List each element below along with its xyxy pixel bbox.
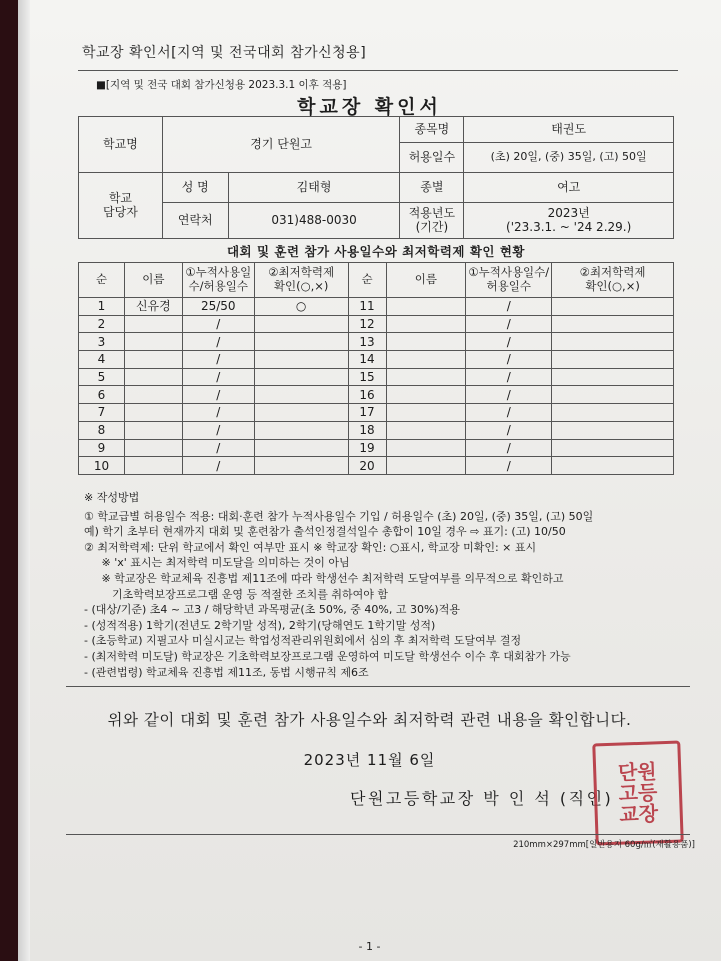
col-no-right: 순 — [348, 263, 386, 298]
year-label-line2: (기간) — [415, 219, 449, 234]
row-no: 10 — [79, 457, 125, 475]
applicable-note: ■[지역 및 전국 대회 참가신청용 2023.3.1 이후 적용] — [96, 79, 347, 91]
row-days-right: / — [466, 315, 552, 333]
row-no: 7 — [79, 404, 125, 422]
col-days-right — [466, 263, 552, 298]
row-days: / — [182, 351, 254, 369]
days-label: 허용일수 — [400, 143, 464, 173]
document-heading: 학교장 확인서[지역 및 전국대회 참가신청용] — [82, 45, 367, 61]
year-label — [400, 203, 464, 239]
page-number: - 1 - — [358, 940, 381, 953]
manager-label-line2: 담당자 — [103, 204, 138, 219]
status-table — [78, 262, 674, 475]
row-days-right: / — [466, 386, 552, 404]
row-check: ○ — [254, 298, 348, 316]
row-name-right — [386, 386, 466, 404]
row-name-right — [386, 404, 466, 422]
days-value: (초) 20일, (중) 35일, (고) 50일 — [464, 143, 674, 173]
row-check-right — [552, 351, 674, 369]
row-no-right: 16 — [348, 386, 386, 404]
contact-value: 031)488-0030 — [228, 203, 400, 239]
row-days-right: / — [466, 351, 552, 369]
row-no-right: 19 — [348, 439, 386, 457]
row-name — [124, 333, 182, 351]
row-name — [124, 457, 182, 475]
row-name: 신유경 — [124, 298, 182, 316]
row-check — [254, 421, 348, 439]
row-name — [124, 368, 182, 386]
gender-label: 종별 — [400, 173, 464, 203]
row-check — [254, 333, 348, 351]
row-days: / — [182, 333, 254, 351]
paper-spec: 210mm×297mm[일반용지 60g/㎡(재활용품)] — [513, 840, 695, 850]
table-row — [79, 439, 674, 457]
row-name-right — [386, 421, 466, 439]
divider — [78, 70, 678, 71]
seal-glyph: 고등 — [618, 779, 658, 806]
row-no: 9 — [79, 439, 125, 457]
row-name-right — [386, 351, 466, 369]
instruction-line: - (성적적용) 1학기(전년도 2학기말 성적), 2학기(당해연도 1학기말 성적) — [84, 618, 436, 632]
row-check-right — [552, 386, 674, 404]
confirmation-statement: 위와 같이 대회 및 훈련 참가 사용일수와 최저학력 관련 내용을 확인합니다. — [107, 711, 632, 729]
row-name-right — [386, 333, 466, 351]
row-name — [124, 439, 182, 457]
row-name-right — [386, 298, 466, 316]
instruction-line: ② 최저학력제: 단위 학교에서 확인 여부만 표시 ※ 학교장 확인: ○표시, 학교장 미확인: × 표시 — [84, 540, 537, 554]
table-row — [79, 351, 674, 369]
row-check — [254, 404, 348, 422]
row-days: / — [182, 404, 254, 422]
row-name-right — [386, 368, 466, 386]
instruction-line: 예) 학기 초부터 현재까지 대회 및 훈련참가 출석인정결석일수 총합이 10일 경우 ⇨ 표기: (고) 10/50 — [84, 525, 566, 539]
official-seal-stamp — [592, 740, 684, 845]
col-name: 이름 — [124, 263, 182, 298]
issue-date: 2023년 11월 6일 — [303, 751, 436, 769]
row-no: 1 — [79, 298, 125, 316]
sport-label: 종목명 — [400, 117, 464, 143]
row-check — [254, 439, 348, 457]
col-days — [182, 263, 254, 298]
name-label: 성 명 — [162, 173, 228, 203]
col-no: 순 — [79, 263, 125, 298]
document-title: 학교장 확인서 — [297, 96, 442, 118]
table-row — [79, 315, 674, 333]
row-no-right: 13 — [348, 333, 386, 351]
seal-glyph: 단원 — [617, 758, 657, 785]
row-days-right: / — [466, 439, 552, 457]
row-check-right — [552, 439, 674, 457]
row-check — [254, 386, 348, 404]
instruction-line: - (관련법령) 학교체육 진흥법 제11조, 동법 시행규칙 제6조 — [84, 665, 369, 679]
row-check — [254, 368, 348, 386]
school-info-table — [78, 116, 674, 239]
contact-label: 연락처 — [162, 203, 228, 239]
row-days-right: / — [466, 421, 552, 439]
table-row — [79, 298, 674, 316]
year-value — [464, 203, 674, 239]
status-section-title: 대회 및 훈련 참가 사용일수와 최저학력제 확인 현황 — [226, 244, 526, 259]
manager-label — [79, 173, 163, 239]
row-name — [124, 386, 182, 404]
sport-value: 태권도 — [464, 117, 674, 143]
row-no-right: 12 — [348, 315, 386, 333]
row-days-right: / — [466, 333, 552, 351]
row-days: / — [182, 386, 254, 404]
row-days: / — [182, 421, 254, 439]
row-check-right — [552, 404, 674, 422]
gender-value: 여고 — [464, 173, 674, 203]
col-check — [254, 263, 348, 298]
row-check-right — [552, 421, 674, 439]
instruction-line: 기초학력보장프로그램 운영 등 적절한 조치를 취하여야 함 — [84, 587, 388, 601]
row-no: 6 — [79, 386, 125, 404]
row-name — [124, 404, 182, 422]
document-page — [18, 0, 721, 961]
row-no: 5 — [79, 368, 125, 386]
row-check — [254, 457, 348, 475]
seal-glyph: 교장 — [618, 800, 659, 827]
instruction-line: - (최저학력 미도달) 학교장은 기초학력보장프로그램 운영하여 미도달 학생선수 이수 후 대회참가 가능 — [84, 649, 571, 663]
row-days: 25/50 — [182, 298, 254, 316]
row-days: / — [182, 368, 254, 386]
row-no: 3 — [79, 333, 125, 351]
col-days-line1: ①누적사용일 — [185, 265, 252, 280]
col-check-right-line1: ②최저학력제 — [579, 265, 646, 280]
row-check-right — [552, 333, 674, 351]
row-no-right: 15 — [348, 368, 386, 386]
row-name-right — [386, 457, 466, 475]
instruction-line: - (초등학교) 지필고사 미실시교는 학업성적관리위원회에서 심의 후 최저학력 도달여부 결정 — [84, 634, 522, 648]
instruction-line: - (대상/기준) 초4 ~ 고3 / 해당학년 과목평균(초 50%, 중 40%, 고 30%)적용 — [84, 603, 460, 617]
row-name-right — [386, 439, 466, 457]
row-check-right — [552, 457, 674, 475]
row-check — [254, 351, 348, 369]
row-no-right: 20 — [348, 457, 386, 475]
row-check-right — [552, 298, 674, 316]
row-days-right: / — [466, 368, 552, 386]
year-value-line2: ('23.3.1. ~ '24 2.29.) — [506, 219, 632, 234]
school-label: 학교명 — [79, 117, 163, 173]
row-no-right: 17 — [348, 404, 386, 422]
row-check-right — [552, 315, 674, 333]
page-fold-shadow — [18, 0, 30, 961]
col-check-right-line2: 확인(○,×) — [585, 279, 640, 293]
table-row — [79, 386, 674, 404]
table-row — [79, 404, 674, 422]
row-days-right: / — [466, 457, 552, 475]
principal-signature: 단원고등학교장 박 인 석 (직인) — [350, 789, 614, 808]
manager-label-line1: 학교 — [108, 190, 132, 205]
divider — [66, 834, 690, 835]
year-value-line1: 2023년 — [547, 205, 590, 220]
row-check — [254, 315, 348, 333]
instructions-block — [84, 490, 704, 680]
row-days-right: / — [466, 404, 552, 422]
row-name — [124, 351, 182, 369]
name-value: 김태형 — [228, 173, 400, 203]
col-name-right: 이름 — [386, 263, 466, 298]
row-no: 4 — [79, 351, 125, 369]
row-no: 2 — [79, 315, 125, 333]
row-check-right — [552, 368, 674, 386]
year-label-line1: 적용년도 — [408, 205, 456, 220]
row-name-right — [386, 315, 466, 333]
table-row — [79, 333, 674, 351]
table-row — [79, 421, 674, 439]
instruction-line: ※ 학교장은 학교체육 진흥법 제11조에 따라 학생선수 최저학력 도달여부를 의무적으로 확인하고 — [84, 571, 564, 585]
col-days-line2: 수/허용일수 — [188, 279, 248, 293]
row-days: / — [182, 457, 254, 475]
instruction-line: ① 학교급별 허용일수 적용: 대회·훈련 참가 누적사용일수 기입 / 허용일수 (초) 20일, (중) 35일, (고) 50일 — [84, 509, 594, 523]
divider — [66, 686, 690, 687]
row-days-right: / — [466, 298, 552, 316]
row-name — [124, 315, 182, 333]
school-value: 경기 단원고 — [162, 117, 400, 173]
col-check-line2: 확인(○,×) — [273, 279, 329, 293]
row-name — [124, 421, 182, 439]
col-check-line1: ②최저학력제 — [268, 265, 335, 280]
table-row — [79, 457, 674, 475]
row-no-right: 18 — [348, 421, 386, 439]
row-days: / — [182, 439, 254, 457]
table-row — [79, 368, 674, 386]
col-days-right-line1: ①누적사용일수/ — [468, 265, 550, 280]
instructions-heading: ※ 작성방법 — [84, 491, 140, 504]
row-no-right: 14 — [348, 351, 386, 369]
col-days-right-line2: 허용일수 — [486, 279, 531, 293]
col-check-right — [552, 263, 674, 298]
row-days: / — [182, 315, 254, 333]
row-no-right: 11 — [348, 298, 386, 316]
row-no: 8 — [79, 421, 125, 439]
instruction-line: ※ 'x' 표시는 최저학력 미도달을 의미하는 것이 아님 — [84, 556, 350, 570]
